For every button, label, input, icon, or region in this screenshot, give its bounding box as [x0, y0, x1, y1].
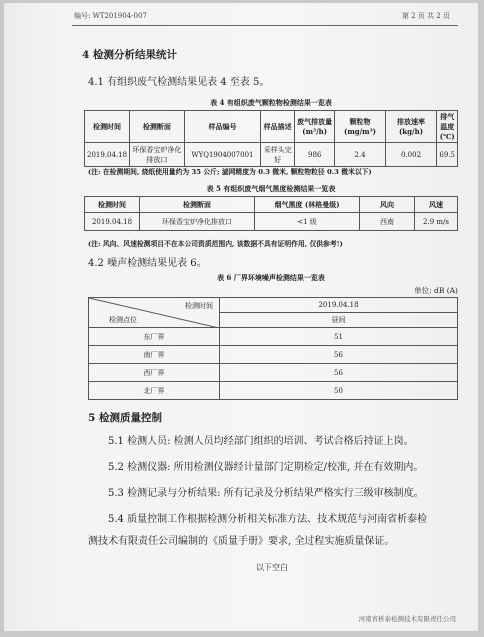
table-4	[84, 110, 458, 167]
table-5-header: 风向	[360, 197, 415, 213]
table-4-header: 样品描述	[261, 111, 295, 143]
table-4-header: 检测时间	[85, 111, 130, 143]
company-footer: 河南省析泰检测技术有限责任公司	[358, 615, 456, 623]
table-5-cell: 2.9 m/s	[415, 213, 458, 231]
doc-number: 编号: WT201904-007	[74, 12, 147, 20]
document-page	[4, 3, 478, 631]
table-6-period: 昼间	[331, 316, 346, 324]
section-4-1: 4.1 有组织废气检测结果见表 4 至表 5。	[88, 77, 270, 88]
table-4-cell: WYQ1904007001	[184, 143, 260, 167]
table-4-cell: 采样头完好	[261, 143, 295, 167]
section-5-4-line2: 测技术有限责任公司编制的《质量手册》要求, 全过程实施质量保证。	[88, 536, 395, 547]
section-4-title: 4 检测分析结果统计	[82, 49, 177, 61]
table-5-caption: 表 5 有组织废气烟气黑度检测结果一览表	[206, 184, 336, 193]
table-4-header: 检测断面	[130, 111, 185, 143]
section-5-4-line1: 5.4 质量控制工作根据检测分析相关标准方法、技术规范与河南省析泰检	[108, 514, 428, 525]
table-5-cell: 西南	[360, 213, 415, 231]
table-6-corner-cell	[89, 298, 220, 328]
table-6-value: 56	[220, 346, 458, 364]
table-5-note: (注: 风向、风速检测项目不在本公司资质范围内, 该数据不具有证明作用, 仅供参考!)	[88, 240, 343, 248]
table-6-caption: 表 6 厂界环境噪声检测结果一览表	[217, 273, 325, 282]
col-point-label: 检测点位	[109, 316, 137, 324]
header-divider	[72, 25, 458, 26]
table-4-header: 样品编号	[184, 111, 260, 143]
table-5-header: 烟气黑度 (林格曼级)	[255, 197, 360, 213]
table-4-cell: 0.002	[385, 143, 437, 167]
table-4-cell: 2.4	[335, 143, 385, 167]
page-info: 第 2 页 共 2 页	[401, 12, 450, 20]
table-6-date-cell	[220, 298, 458, 328]
table-4-header: 废气排放量(m³/h)	[294, 111, 334, 143]
table-4-caption: 表 4 有组织废气颗粒物检测结果一览表	[210, 98, 332, 107]
table-4-cell: 69.5	[437, 143, 458, 167]
table-6-value: 56	[220, 364, 458, 382]
blank-note: 以下空白	[256, 563, 288, 572]
table-4-header: 排气温度(℃)	[437, 111, 458, 143]
table-6-unit: 单位: dB (A)	[414, 286, 458, 295]
table-6-point: 北厂界	[89, 382, 220, 400]
table-5	[84, 196, 458, 231]
table-5-cell: <1 级	[255, 213, 360, 231]
table-6-date: 2019.04.18	[220, 298, 457, 313]
table-6-value: 51	[220, 328, 458, 346]
table-4-note: (注: 在检测期间, 烧纸使用量约为 35 公斤; 滤网精度为 0.3 微米, 颗粒物粒径 0.3 微米以下)	[88, 168, 372, 176]
table-6-point: 东厂界	[89, 328, 220, 346]
page-header	[74, 11, 450, 23]
table-4-cell: 986	[294, 143, 334, 167]
section-5-2: 5.2 检测仪器: 所用检测仪器经计量部门定期检定/校准, 并在有效期内。	[108, 462, 424, 473]
section-4-2: 4.2 噪声检测结果见表 6。	[88, 258, 207, 269]
table-6-value: 50	[220, 382, 458, 400]
table-5-header: 风速	[415, 197, 458, 213]
table-6-point: 南厂界	[89, 346, 220, 364]
table-5-cell: 环保香宝炉净化排放口	[140, 213, 255, 231]
table-4-cell: 环保香宝炉净化排放口	[130, 143, 185, 167]
col-time-label: 检测时间	[185, 302, 213, 310]
table-5-cell: 2019.04.18	[85, 213, 140, 231]
table-6	[88, 297, 458, 400]
section-5-1: 5.1 检测人员: 检测人员均经部门组织的培训、考试合格后持证上岗。	[108, 436, 414, 447]
table-5-header: 检测时间	[85, 197, 140, 213]
table-5-header: 检测断面	[140, 197, 255, 213]
table-4-cell: 2019.04.18	[85, 143, 130, 167]
table-4-header: 颗粒物(mg/m³)	[335, 111, 385, 143]
table-6-point: 西厂界	[89, 364, 220, 382]
section-5-title: 5 检测质量控制	[88, 412, 162, 424]
section-5-3: 5.3 检测记录与分析结果: 所有记录及分析结果严格实行三级审核制度。	[108, 488, 424, 499]
table-4-header: 排放速率(kg/h)	[385, 111, 437, 143]
